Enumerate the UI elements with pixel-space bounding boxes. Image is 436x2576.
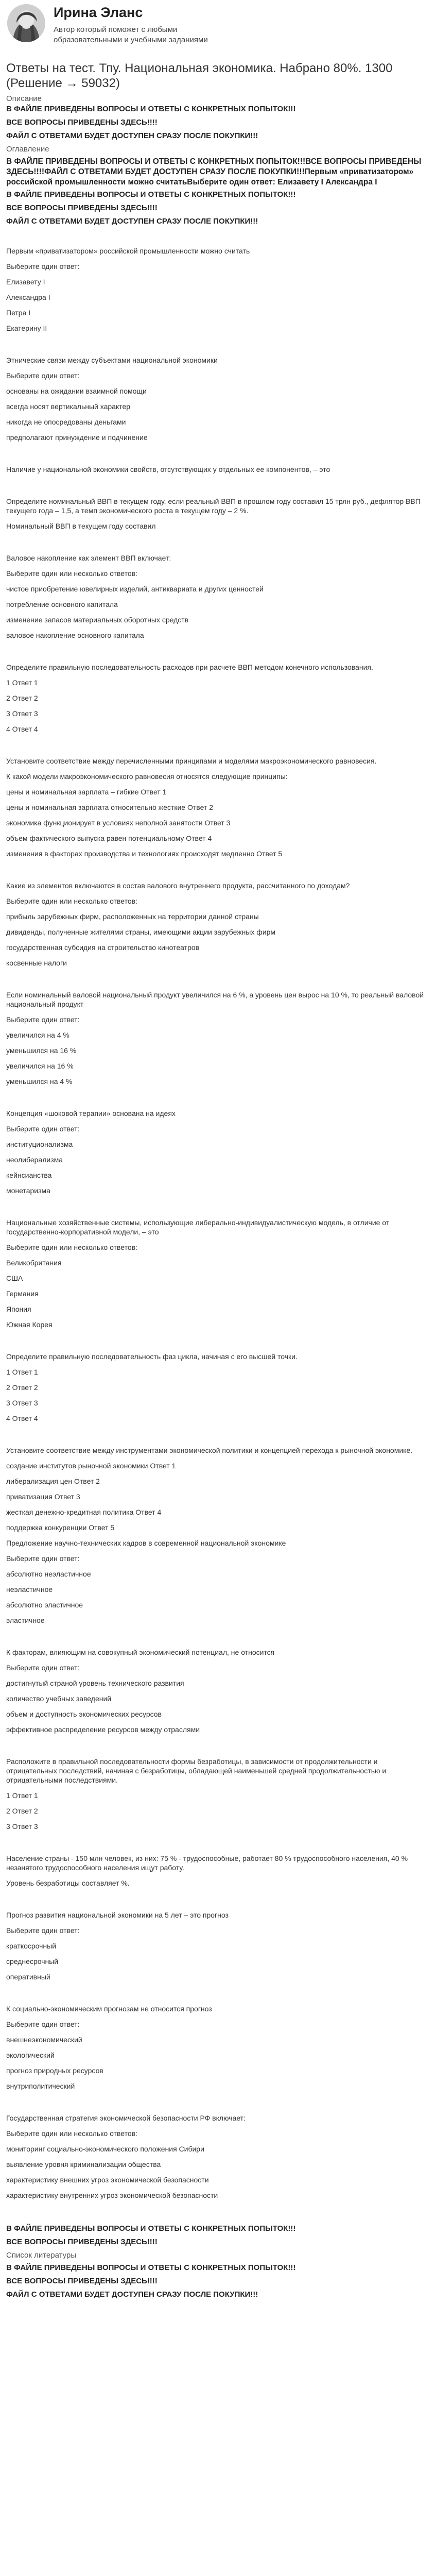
answer-line: Выберите один ответ:: [6, 1015, 80, 1024]
answer-line: абсолютно эластичное: [6, 1601, 83, 1609]
author-info: [54, 3, 208, 45]
question-block: [6, 1107, 430, 1198]
page-title: Ответы на тест. Тпу. Национальная экономика. Набрано 80%. 1300 (Решение → 59032): [6, 61, 393, 90]
answer-line: краткосрочный: [6, 1942, 57, 1950]
avatar[interactable]: [7, 4, 45, 42]
toc-label: Оглавление: [6, 145, 49, 154]
answer-line: жесткая денежно-кредитная политика Ответ 4: [6, 1508, 162, 1516]
question-block: [6, 1444, 430, 1628]
question-text: Какие из элементов включаются в состав валового внутреннего продукта, рассчитанного по доходам?: [6, 882, 350, 890]
question-block: [6, 353, 430, 445]
question-text: Национальные хозяйственные системы, использующие либерально-индивидуалистическую модель, в отличие от государственно-корпоративной модели, – это: [6, 1218, 390, 1236]
question-text: Если номинальный валовой национальный продукт увеличился на 6 %, а уровень цен вырос на 10 %, то реальный валовой национальный продукт: [6, 991, 424, 1008]
answer-line: уменьшился на 16 %: [6, 1046, 77, 1055]
promo-line: ВСЕ ВОПРОСЫ ПРИВЕДЕНЫ ЗДЕСЬ!!!!: [6, 2238, 158, 2246]
question-text: Определите правильную последовательность расходов при расчете ВВП методом конечного использования.: [6, 663, 373, 671]
question-text: Валовое накопление как элемент ВВП включает:: [6, 554, 171, 562]
answer-line: Выберите один ответ:: [6, 1664, 80, 1672]
answer-line: Выберите один ответ:: [6, 371, 80, 380]
answer-line: изменение запасов материальных оборотных средств: [6, 616, 189, 624]
answer-line: основаны на ожидании взаимной помощи: [6, 387, 147, 395]
answer-line: 4 Ответ 4: [6, 725, 38, 733]
answer-line: чистое приобретение ювелирных изделий, антиквариата и других ценностей: [6, 585, 264, 593]
answer-line: эластичное: [6, 1616, 45, 1624]
answer-line: Великобритания: [6, 1259, 62, 1267]
answer-line: Выберите один или несколько ответов:: [6, 1243, 137, 1251]
answer-line: 2 Ответ 2: [6, 1383, 38, 1392]
footer: [6, 2224, 430, 2300]
question-text: Определите номинальный ВВП в текущем году, если реальный ВВП в прошлом году составил 15 трлн руб., дефлятор ВВП текущего года – 1,5, а темп экономического роста в текущем году – 2 %.: [6, 497, 421, 515]
question-block: [6, 879, 430, 971]
question-block: [6, 495, 430, 534]
question-block: [6, 1216, 430, 1332]
answer-line: К какой модели макроэкономического равновесия относятся следующие принципы:: [6, 772, 288, 781]
answer-line: выявление уровня криминализации общества: [6, 2160, 161, 2168]
question-block: [6, 1755, 430, 1834]
question-text: Первым «приватизатором» российской промышленности можно считать: [6, 247, 250, 255]
question-text: Определите правильную последовательность фаз цикла, начиная с его высшей точки.: [6, 1352, 298, 1361]
question-text: Расположите в правильной последовательности формы безработицы, в зависимости от продолжительности и отрицательных последствий, начиная с безработицы, обладающей наименьшей средней продолжительностью и отрицательными последствиями.: [6, 1757, 387, 1784]
promo-line: ФАЙЛ С ОТВЕТАМИ БУДЕТ ДОСТУПЕН СРАЗУ ПОСЛЕ ПОКУПКИ!!!: [6, 131, 258, 140]
question-text: Концепция «шоковой терапии» основана на идеях: [6, 1109, 176, 1117]
answer-line: 3 Ответ 3: [6, 1399, 38, 1407]
answer-line: внутриполитический: [6, 2082, 75, 2090]
answer-line: цены и номинальная зарплата – гибкие Ответ 1: [6, 788, 167, 796]
question-block: [6, 551, 430, 643]
question-text: Установите соответствие между перечисленными принципами и моделями макроэкономического равновесия.: [6, 757, 377, 765]
answer-line: государственная субсидия на строительство кинотеатров: [6, 943, 200, 952]
promo-line: ВСЕ ВОПРОСЫ ПРИВЕДЕНЫ ЗДЕСЬ!!!!: [6, 204, 158, 212]
answer-line: 1 Ответ 1: [6, 1791, 38, 1800]
answer-line: прибыль зарубежных фирм, расположенных на территории данной страны: [6, 912, 259, 921]
question-block: [6, 1646, 430, 1737]
answer-line: характеристику внешних угроз экономической безопасности: [6, 2176, 209, 2184]
answer-line: создание институтов рыночной экономики Ответ 1: [6, 1462, 176, 1470]
answer-line: Выберите один ответ:: [6, 1554, 80, 1563]
answer-line: неолиберализма: [6, 1156, 63, 1164]
answer-line: предполагают принуждение и подчинение: [6, 433, 148, 442]
answer-line: уменьшился на 4 %: [6, 1077, 73, 1086]
author-name[interactable]: Ирина Эланс: [54, 5, 143, 20]
answer-line: кейнсианства: [6, 1171, 52, 1179]
author-description: Автор который поможет с любыми образовательными и учебными заданиями: [54, 25, 208, 44]
answer-line: валовое накопление основного капитала: [6, 631, 144, 639]
answer-line: Япония: [6, 1305, 31, 1313]
answer-line: 4 Ответ 4: [6, 1414, 38, 1422]
answer-line: 3 Ответ 3: [6, 1822, 38, 1831]
promo-line: ВСЕ ВОПРОСЫ ПРИВЕДЕНЫ ЗДЕСЬ!!!!: [6, 118, 158, 127]
answer-line: неэластичное: [6, 1585, 53, 1594]
answer-line: эффективное распределение ресурсов между отраслями: [6, 1725, 200, 1734]
answer-line: никогда не опосредованы деньгами: [6, 418, 126, 426]
answer-line: либерализация цен Ответ 2: [6, 1477, 100, 1485]
answer-line: увеличился на 4 %: [6, 1031, 69, 1039]
references-label: Список литературы: [6, 2251, 77, 2260]
answer-line: достигнутый страной уровень технического развития: [6, 1679, 184, 1687]
answer-line: Выберите один ответ:: [6, 262, 80, 270]
answer-line: 3 Ответ 3: [6, 709, 38, 718]
question-block: [6, 244, 430, 336]
answer-line: Выберите один или несколько ответов:: [6, 897, 137, 905]
answer-line: экологический: [6, 2051, 55, 2059]
answer-line: потребление основного капитала: [6, 600, 118, 608]
answer-line: Уровень безработицы составляет %.: [6, 1879, 130, 1887]
promo-line: ФАЙЛ С ОТВЕТАМИ БУДЕТ ДОСТУПЕН СРАЗУ ПОСЛЕ ПОКУПКИ!!!: [6, 2290, 258, 2299]
promo-line: В ФАЙЛЕ ПРИВЕДЕНЫ ВОПРОСЫ И ОТВЕТЫ С КОНКРЕТНЫХ ПОПЫТОК!!!: [6, 2263, 296, 2272]
question-block: [6, 988, 430, 1089]
answer-line: количество учебных заведений: [6, 1694, 112, 1703]
answer-line: монетаризма: [6, 1187, 50, 1195]
promo-line: В ФАЙЛЕ ПРИВЕДЕНЫ ВОПРОСЫ И ОТВЕТЫ С КОНКРЕТНЫХ ПОПЫТОК!!!: [6, 190, 296, 199]
question-text: Население страны - 150 млн человек, из них: 75 % - трудоспособные, работает 80 % трудоспособного населения, 40 % незанятого трудоспособного населения ищут работу.: [6, 1854, 408, 1872]
promo-line: В ФАЙЛЕ ПРИВЕДЕНЫ ВОПРОСЫ И ОТВЕТЫ С КОНКРЕТНЫХ ПОПЫТОК!!!: [6, 2224, 296, 2233]
answer-line: Южная Корея: [6, 1320, 53, 1329]
answer-line: 2 Ответ 2: [6, 694, 38, 702]
answer-line: Екатерину II: [6, 324, 47, 332]
promo-line: ФАЙЛ С ОТВЕТАМИ БУДЕТ ДОСТУПЕН СРАЗУ ПОСЛЕ ПОКУПКИ!!!: [6, 217, 258, 226]
answer-line: экономика функционирует в условиях неполной занятости Ответ 3: [6, 819, 231, 827]
answer-line: 2 Ответ 2: [6, 1807, 38, 1815]
answer-line: внешнеэкономический: [6, 2036, 82, 2044]
answer-line: Петра I: [6, 309, 31, 317]
question-block: [6, 660, 430, 737]
answer-line: прогноз природных ресурсов: [6, 2066, 103, 2075]
answer-line: поддержка конкуренции Ответ 5: [6, 1523, 115, 1532]
question-text: К факторам, влияющим на совокупный экономический потенциал, не относится: [6, 1648, 275, 1656]
question-text: Наличие у национальной экономики свойств, отсутствующих у отдельных ее компонентов, – это: [6, 465, 330, 473]
answer-line: Выберите один ответ:: [6, 2020, 80, 2028]
answer-line: Выберите один или несколько ответов:: [6, 569, 137, 578]
toc-block: В ФАЙЛЕ ПРИВЕДЕНЫ ВОПРОСЫ И ОТВЕТЫ С КОНКРЕТНЫХ ПОПЫТОК!!!ВСЕ ВОПРОСЫ ПРИВЕДЕНЫ ЗДЕСЬ!!!!ФАЙЛ С ОТВЕТАМИ БУДЕТ ДОСТУПЕН СРАЗУ ПОСЛЕ ПОКУПКИ!!!Первым «приватизатором» российской промышленности можно считатьВыберите один ответ: Елизавету I Александра I: [6, 157, 422, 187]
answer-line: США: [6, 1274, 23, 1282]
question-text: Этнические связи между субъектами национальной экономики: [6, 356, 218, 364]
answer-line: приватизация Ответ 3: [6, 1493, 80, 1501]
answer-line: косвенные налоги: [6, 959, 67, 967]
answer-line: Александра I: [6, 293, 50, 301]
question-text: Прогноз развития национальной экономики на 5 лет – это прогноз: [6, 1911, 229, 1919]
answer-line: увеличился на 16 %: [6, 1062, 74, 1070]
answer-line: Выберите один ответ:: [6, 1926, 80, 1935]
author-header: [6, 0, 430, 58]
answer-line: среднесрочный: [6, 1957, 59, 1965]
answer-line: характеристику внутренних угроз экономической безопасности: [6, 2191, 218, 2199]
answer-line: Выберите один ответ:: [6, 1125, 80, 1133]
answer-line: абсолютно неэластичное: [6, 1570, 91, 1578]
question-block: [6, 463, 430, 477]
answer-line: мониторинг социально-экономического положения Сибири: [6, 2145, 204, 2153]
answer-line: Германия: [6, 1290, 39, 1298]
question-block: [6, 1852, 430, 1891]
answer-line: 1 Ответ 1: [6, 1368, 38, 1376]
answer-line: институционализма: [6, 1140, 73, 1148]
answer-line: Выберите один или несколько ответов:: [6, 2129, 137, 2138]
question-block: [6, 1350, 430, 1426]
question-block: [6, 1908, 430, 1985]
answer-line: цены и номинальная зарплата относительно жесткие Ответ 2: [6, 803, 213, 811]
question-block: [6, 2111, 430, 2203]
answer-line: дивиденды, полученные жителями страны, имеющими акции зарубежных фирм: [6, 928, 276, 936]
answer-line: 1 Ответ 1: [6, 679, 38, 687]
promo-line: В ФАЙЛЕ ПРИВЕДЕНЫ ВОПРОСЫ И ОТВЕТЫ С КОНКРЕТНЫХ ПОПЫТОК!!!: [6, 105, 296, 113]
answer-line: оперативный: [6, 1973, 50, 1981]
question-block: [6, 2002, 430, 2094]
description-label: Описание: [6, 94, 42, 103]
avatar-portrait-icon: [7, 4, 45, 42]
answer-line: Номинальный ВВП в текущем году составил: [6, 522, 156, 530]
question-text: К социально-экономическим прогнозам не относится прогноз: [6, 2005, 212, 2013]
question-text: Государственная стратегия экономической безопасности РФ включает:: [6, 2114, 246, 2122]
questions-list: [6, 244, 430, 2203]
promo-line: ВСЕ ВОПРОСЫ ПРИВЕДЕНЫ ЗДЕСЬ!!!!: [6, 2277, 158, 2285]
answer-line: всегда носят вертикальный характер: [6, 402, 131, 411]
answer-line: изменения в факторах производства и технологиях происходят медленно Ответ 5: [6, 850, 283, 858]
answer-line: объем фактического выпуска равен потенциальному Ответ 4: [6, 834, 212, 842]
answer-line: объем и доступность экономических ресурсов: [6, 1710, 162, 1718]
answer-line: Предложение научно-технических кадров в современной национальной экономике: [6, 1539, 286, 1547]
question-text: Установите соответствие между инструментами экономической политики и концепцией перехода к рыночной экономике.: [6, 1446, 413, 1454]
answer-line: Елизавету I: [6, 278, 45, 286]
question-block: [6, 754, 430, 861]
